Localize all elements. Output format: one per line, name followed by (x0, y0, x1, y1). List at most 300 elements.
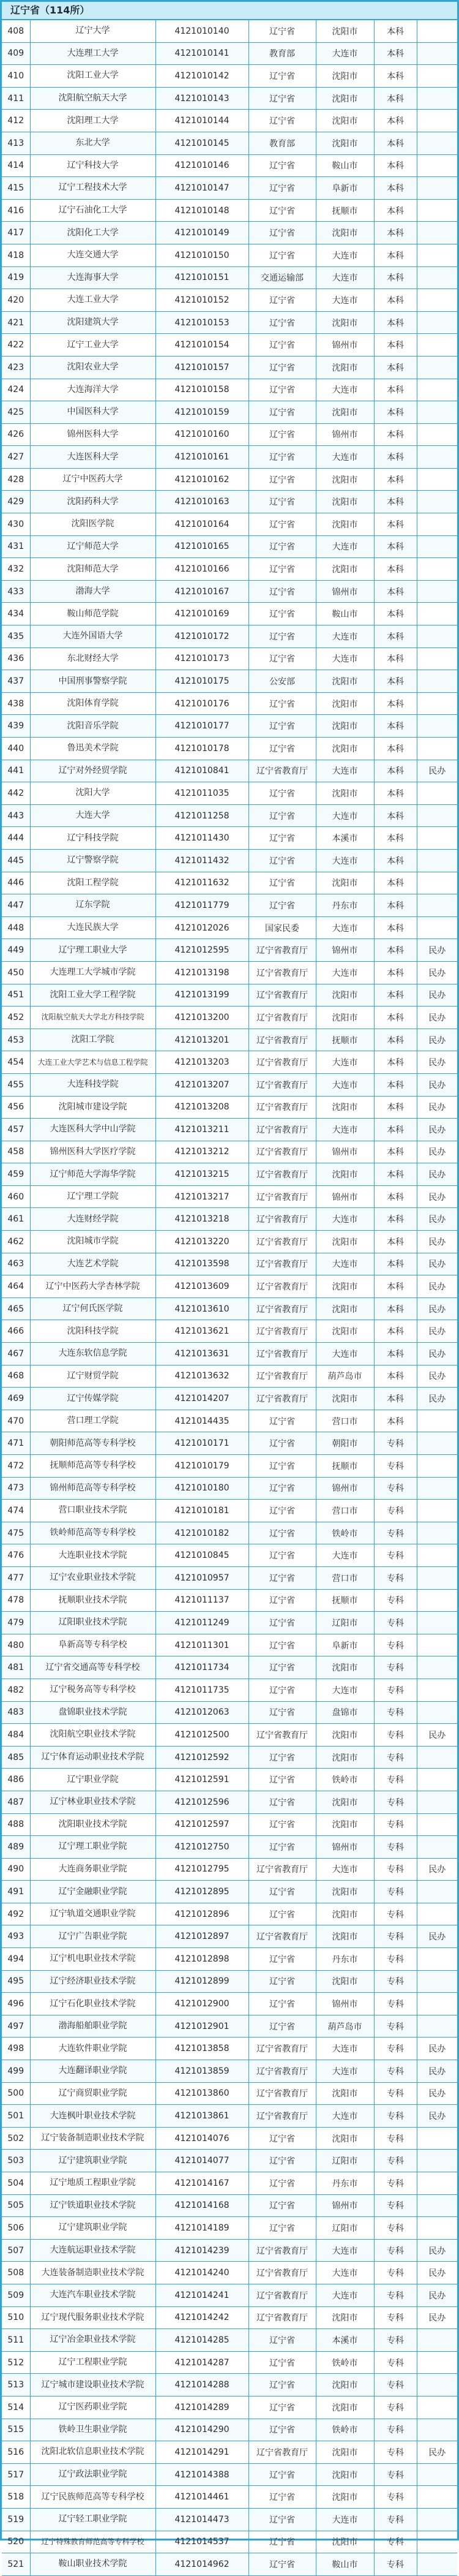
cell-level: 本科 (374, 872, 417, 894)
cell-authority: 辽宁省 (248, 1410, 316, 1432)
cell-authority: 辽宁省教育厅 (248, 1163, 316, 1186)
cell-city: 沈阳市 (316, 2306, 374, 2329)
table-row (2, 1320, 457, 1343)
cell-authority: 辽宁省 (248, 289, 316, 312)
cell-row-index: 440 (2, 738, 30, 760)
cell-row-index: 473 (2, 1477, 30, 1500)
cell-school-name: 辽宁经济职业技术学院 (30, 1970, 155, 1993)
cell-remark (417, 1813, 457, 1836)
table-row (2, 1163, 457, 1186)
cell-remark (417, 1656, 457, 1679)
cell-school-code: 4121014167 (155, 2172, 248, 2195)
cell-authority: 教育部 (248, 42, 316, 65)
cell-level: 专科 (374, 2172, 417, 2195)
cell-school-name: 朝阳师范高等专科学校 (30, 1432, 155, 1455)
cell-authority: 辽宁省 (248, 625, 316, 648)
cell-city: 本溪市 (316, 827, 374, 850)
cell-authority: 辽宁省教育厅 (248, 1208, 316, 1231)
cell-city: 锦州市 (316, 939, 374, 962)
cell-remark (417, 1948, 457, 1971)
cell-level: 本科 (374, 1343, 417, 1365)
cell-row-index: 499 (2, 2060, 30, 2083)
cell-remark (417, 1970, 457, 1993)
cell-level: 专科 (374, 2038, 417, 2060)
cell-city: 大连市 (316, 804, 374, 827)
cell-city: 锦州市 (316, 334, 374, 357)
cell-authority: 辽宁省 (248, 2508, 316, 2531)
cell-school-name: 辽宁建筑职业学院 (30, 2150, 155, 2172)
table-row (2, 916, 457, 939)
cell-school-code: 4121014207 (155, 1388, 248, 1410)
cell-remark (417, 1522, 457, 1544)
cell-remark: 民办 (417, 1253, 457, 1275)
cell-city: 沈阳市 (316, 984, 374, 1007)
cell-authority: 辽宁省教育厅 (248, 2284, 316, 2306)
cell-row-index: 489 (2, 1836, 30, 1859)
table-row (2, 1612, 457, 1634)
table-row (2, 535, 457, 558)
cell-school-name: 辽宁机电职业技术学院 (30, 1948, 155, 1971)
cell-city: 锦州市 (316, 1836, 374, 1859)
cell-authority: 辽宁省 (248, 782, 316, 805)
cell-school-code: 4121014241 (155, 2284, 248, 2306)
cell-school-code: 4121010149 (155, 222, 248, 244)
cell-school-code: 4121010177 (155, 715, 248, 738)
province-header: 辽宁省（114所） (2, 2, 457, 20)
cell-row-index: 432 (2, 558, 30, 581)
cell-city: 沈阳市 (316, 1925, 374, 1948)
cell-authority: 辽宁省 (248, 468, 316, 491)
cell-remark (417, 804, 457, 827)
cell-city: 大连市 (316, 961, 374, 984)
cell-authority: 辽宁省 (248, 1813, 316, 1836)
cell-city: 葫芦岛市 (316, 1365, 374, 1388)
cell-school-name: 沈阳科技学院 (30, 1320, 155, 1343)
cell-row-index: 418 (2, 244, 30, 266)
cell-authority: 辽宁省 (248, 1746, 316, 1769)
cell-row-index: 450 (2, 961, 30, 984)
cell-remark: 民办 (417, 1208, 457, 1231)
table-row (2, 244, 457, 266)
cell-remark (417, 1993, 457, 2015)
cell-level: 本科 (374, 648, 417, 670)
cell-level: 本科 (374, 1410, 417, 1432)
cell-level: 本科 (374, 625, 417, 648)
cell-school-name: 沈阳北软信息职业技术学院 (30, 2441, 155, 2464)
cell-city: 沈阳市 (316, 401, 374, 424)
cell-authority: 辽宁省 (248, 356, 316, 379)
cell-city: 沈阳市 (316, 1970, 374, 1993)
table-row (2, 2419, 457, 2441)
table-row (2, 513, 457, 536)
cell-remark (417, 222, 457, 244)
cell-remark (417, 1836, 457, 1859)
cell-school-name: 辽宁理工学院 (30, 1185, 155, 1208)
cell-authority: 辽宁省 (248, 2015, 316, 2038)
cell-authority: 辽宁省教育厅 (248, 2082, 316, 2105)
cell-level: 本科 (374, 984, 417, 1007)
cell-row-index: 452 (2, 1007, 30, 1029)
cell-city: 大连市 (316, 42, 374, 65)
cell-school-name: 锦州师范高等专科学校 (30, 1477, 155, 1500)
cell-authority: 辽宁省 (248, 1701, 316, 1724)
cell-row-index: 503 (2, 2150, 30, 2172)
cell-authority: 辽宁省 (248, 2194, 316, 2217)
cell-city: 沈阳市 (316, 1297, 374, 1320)
cell-school-code: 4121010159 (155, 401, 248, 424)
cell-row-index: 456 (2, 1096, 30, 1119)
cell-remark (417, 199, 457, 222)
cell-school-code: 4121013200 (155, 1007, 248, 1029)
cell-row-index: 498 (2, 2038, 30, 2060)
cell-row-index: 495 (2, 1970, 30, 1993)
cell-remark (417, 2508, 457, 2531)
table-row (2, 2441, 457, 2464)
cell-authority: 辽宁省教育厅 (248, 1119, 316, 1141)
cell-level: 本科 (374, 827, 417, 850)
cell-school-name: 辽宁广告职业学院 (30, 1925, 155, 1948)
cell-school-name: 辽宁职业学院 (30, 1769, 155, 1791)
table-row (2, 1477, 457, 1500)
cell-school-name: 沈阳药科大学 (30, 491, 155, 513)
cell-city: 锦州市 (316, 1477, 374, 1500)
cell-school-name: 鞍山师范学院 (30, 603, 155, 625)
cell-row-index: 463 (2, 1253, 30, 1275)
table-row (2, 1656, 457, 1679)
table-row (2, 311, 457, 334)
table-row (2, 2374, 457, 2397)
cell-authority: 辽宁省 (248, 580, 316, 603)
cell-school-code: 4121010143 (155, 87, 248, 110)
cell-remark: 民办 (417, 1320, 457, 1343)
cell-school-code: 4121012595 (155, 939, 248, 962)
cell-row-index: 458 (2, 1141, 30, 1163)
cell-authority: 辽宁省 (248, 1455, 316, 1478)
cell-city: 阜新市 (316, 177, 374, 200)
cell-authority: 辽宁省教育厅 (248, 1858, 316, 1881)
cell-authority: 辽宁省教育厅 (248, 939, 316, 962)
cell-remark (417, 738, 457, 760)
cell-level: 专科 (374, 1544, 417, 1567)
table-row (2, 132, 457, 154)
cell-city: 沈阳市 (316, 1275, 374, 1298)
cell-remark (417, 446, 457, 469)
cell-row-index: 451 (2, 984, 30, 1007)
cell-authority: 辽宁省 (248, 1477, 316, 1500)
cell-authority: 辽宁省 (248, 1432, 316, 1455)
table-row (2, 1881, 457, 1903)
cell-authority: 辽宁省 (248, 65, 316, 88)
cell-level: 专科 (374, 1701, 417, 1724)
cell-school-code: 4121014189 (155, 2217, 248, 2240)
cell-school-code: 4121010957 (155, 1566, 248, 1589)
cell-school-code: 4121010153 (155, 311, 248, 334)
cell-row-index: 486 (2, 1769, 30, 1791)
table-row (2, 1007, 457, 1029)
cell-row-index: 448 (2, 916, 30, 939)
cell-school-code: 4121012063 (155, 1701, 248, 1724)
cell-level: 本科 (374, 1253, 417, 1275)
cell-level: 专科 (374, 2553, 417, 2576)
cell-remark (417, 379, 457, 401)
cell-authority: 辽宁省教育厅 (248, 1365, 316, 1388)
cell-row-index: 459 (2, 1163, 30, 1186)
cell-school-code: 4121014285 (155, 2329, 248, 2352)
cell-city: 大连市 (316, 1544, 374, 1567)
cell-school-name: 大连枫叶职业技术学院 (30, 2105, 155, 2128)
cell-remark (417, 916, 457, 939)
cell-city: 沈阳市 (316, 1388, 374, 1410)
table-row (2, 1925, 457, 1948)
table-row (2, 1858, 457, 1881)
cell-school-name: 辽宁医药职业学院 (30, 2396, 155, 2419)
table-row (2, 1388, 457, 1410)
cell-level: 专科 (374, 1993, 417, 2015)
cell-level: 专科 (374, 1836, 417, 1859)
cell-level: 专科 (374, 1903, 417, 1925)
cell-city: 大连市 (316, 535, 374, 558)
cell-authority: 辽宁省 (248, 894, 316, 917)
cell-school-code: 4121010163 (155, 491, 248, 513)
cell-city: 沈阳市 (316, 65, 374, 88)
cell-level: 专科 (374, 2508, 417, 2531)
table-row (2, 2351, 457, 2374)
cell-remark (417, 625, 457, 648)
table-row (2, 670, 457, 693)
cell-school-name: 抚顺职业技术学院 (30, 1589, 155, 1612)
cell-row-index: 455 (2, 1073, 30, 1096)
cell-row-index: 436 (2, 648, 30, 670)
cell-level: 本科 (374, 1231, 417, 1253)
cell-level: 专科 (374, 2150, 417, 2172)
cell-city: 鞍山市 (316, 2553, 374, 2576)
cell-authority: 辽宁省教育厅 (248, 2105, 316, 2128)
cell-school-name: 盘锦职业技术学院 (30, 1701, 155, 1724)
cell-authority: 辽宁省教育厅 (248, 1096, 316, 1119)
cell-level: 专科 (374, 2351, 417, 2374)
cell-authority: 辽宁省 (248, 1970, 316, 1993)
table-row (2, 2463, 457, 2486)
cell-remark: 民办 (417, 1925, 457, 1948)
cell-school-name: 辽宁警察学院 (30, 849, 155, 872)
cell-remark (417, 110, 457, 132)
cell-school-name: 辽宁工程职业学院 (30, 2351, 155, 2374)
table-row (2, 1500, 457, 1522)
table-row (2, 1231, 457, 1253)
cell-school-code: 4121010146 (155, 154, 248, 177)
cell-city: 丹东市 (316, 2172, 374, 2195)
cell-school-name: 渤海大学 (30, 580, 155, 603)
cell-remark (417, 2351, 457, 2374)
cell-city: 铁岭市 (316, 1769, 374, 1791)
cell-school-name: 沈阳农业大学 (30, 356, 155, 379)
cell-row-index: 510 (2, 2306, 30, 2329)
cell-school-code: 4121010169 (155, 603, 248, 625)
table-row (2, 1589, 457, 1612)
table-row (2, 20, 457, 42)
cell-level: 本科 (374, 491, 417, 513)
cell-remark (417, 1566, 457, 1589)
cell-school-name: 大连装备制造职业技术学院 (30, 2262, 155, 2284)
cell-school-name: 辽宁财贸学院 (30, 1365, 155, 1388)
cell-remark (417, 2217, 457, 2240)
cell-authority: 辽宁省 (248, 2553, 316, 2576)
cell-city: 沈阳市 (316, 1813, 374, 1836)
table-row (2, 2172, 457, 2195)
table-row (2, 379, 457, 401)
cell-level: 本科 (374, 782, 417, 805)
cell-school-code: 4121012898 (155, 1948, 248, 1971)
cell-school-name: 大连汽车职业技术学院 (30, 2284, 155, 2306)
cell-remark (417, 1544, 457, 1567)
cell-school-code: 4121010144 (155, 110, 248, 132)
cell-school-name: 沈阳工学院 (30, 1029, 155, 1051)
cell-authority: 辽宁省教育厅 (248, 760, 316, 782)
cell-school-code: 4121014168 (155, 2194, 248, 2217)
cell-authority: 辽宁省教育厅 (248, 1073, 316, 1096)
cell-school-code: 4121014435 (155, 1410, 248, 1432)
cell-level: 本科 (374, 356, 417, 379)
cell-row-index: 443 (2, 804, 30, 827)
cell-school-name: 大连职业技术学院 (30, 1544, 155, 1567)
table-row (2, 894, 457, 917)
cell-row-index: 476 (2, 1544, 30, 1567)
cell-city: 大连市 (316, 2105, 374, 2128)
cell-city: 锦州市 (316, 423, 374, 446)
cell-level: 专科 (374, 2082, 417, 2105)
cell-authority: 辽宁省 (248, 1769, 316, 1791)
cell-authority: 辽宁省 (248, 1791, 316, 1813)
cell-row-index: 485 (2, 1746, 30, 1769)
cell-remark: 民办 (417, 2105, 457, 2128)
cell-level: 本科 (374, 266, 417, 289)
cell-school-name: 营口职业技术学院 (30, 1500, 155, 1522)
cell-school-name: 辽宁何氏医学院 (30, 1297, 155, 1320)
cell-school-code: 4121011779 (155, 894, 248, 917)
cell-school-code: 4121010845 (155, 1544, 248, 1567)
cell-level: 本科 (374, 894, 417, 917)
cell-authority: 辽宁省 (248, 1993, 316, 2015)
cell-remark (417, 648, 457, 670)
cell-level: 专科 (374, 2262, 417, 2284)
cell-school-name: 沈阳工业大学工程学院 (30, 984, 155, 1007)
cell-remark (417, 177, 457, 200)
cell-row-index: 447 (2, 894, 30, 917)
cell-city: 营口市 (316, 1500, 374, 1522)
cell-school-code: 4121012897 (155, 1925, 248, 1948)
cell-school-code: 4121011301 (155, 1634, 248, 1656)
cell-row-index: 492 (2, 1903, 30, 1925)
table-row (2, 1343, 457, 1365)
cell-school-code: 4121014537 (155, 2531, 248, 2553)
cell-authority: 辽宁省教育厅 (248, 1029, 316, 1051)
cell-city: 大连市 (316, 760, 374, 782)
cell-city: 大连市 (316, 1679, 374, 1701)
cell-row-index: 411 (2, 87, 30, 110)
cell-authority: 辽宁省 (248, 715, 316, 738)
cell-authority: 辽宁省教育厅 (248, 2060, 316, 2083)
cell-remark (417, 2172, 457, 2195)
cell-row-index: 449 (2, 939, 30, 962)
cell-school-code: 4121012596 (155, 1791, 248, 1813)
cell-school-code: 4121012026 (155, 916, 248, 939)
cell-row-index: 482 (2, 1679, 30, 1701)
cell-level: 专科 (374, 2374, 417, 2397)
cell-school-name: 大连理工大学 (30, 42, 155, 65)
cell-city: 大连市 (316, 1858, 374, 1881)
cell-school-name: 辽宁对外经贸学院 (30, 760, 155, 782)
cell-city: 沈阳市 (316, 715, 374, 738)
cell-school-name: 大连翻译职业学院 (30, 2060, 155, 2083)
cell-remark (417, 670, 457, 693)
cell-school-code: 4121010162 (155, 468, 248, 491)
table-row (2, 87, 457, 110)
cell-row-index: 453 (2, 1029, 30, 1051)
cell-level: 本科 (374, 939, 417, 962)
cell-authority: 辽宁省 (248, 1500, 316, 1522)
cell-school-name: 辽宁省交通高等专科学校 (30, 1656, 155, 1679)
cell-school-code: 4121012597 (155, 1813, 248, 1836)
table-row (2, 603, 457, 625)
cell-city: 锦州市 (316, 580, 374, 603)
table-row (2, 1275, 457, 1298)
cell-school-name: 辽宁体育运动职业技术学院 (30, 1746, 155, 1769)
cell-authority: 辽宁省教育厅 (248, 1343, 316, 1365)
cell-row-index: 430 (2, 513, 30, 536)
cell-school-name: 辽宁现代服务职业技术学院 (30, 2306, 155, 2329)
table-row (2, 222, 457, 244)
cell-remark (417, 1500, 457, 1522)
cell-row-index: 460 (2, 1185, 30, 1208)
cell-city: 大连市 (316, 1343, 374, 1365)
cell-level: 本科 (374, 311, 417, 334)
cell-row-index: 429 (2, 491, 30, 513)
cell-remark: 民办 (417, 2441, 457, 2464)
cell-remark (417, 2194, 457, 2217)
table-row (2, 1051, 457, 1074)
cell-authority: 辽宁省 (248, 177, 316, 200)
cell-city: 沈阳市 (316, 2374, 374, 2397)
cell-school-code: 4121012750 (155, 1836, 248, 1859)
table-row (2, 558, 457, 581)
cell-level: 专科 (374, 2441, 417, 2464)
cell-level: 本科 (374, 65, 417, 88)
cell-school-code: 4121010164 (155, 513, 248, 536)
cell-remark (417, 1455, 457, 1478)
cell-school-name: 大连软件职业学院 (30, 2038, 155, 2060)
cell-school-name: 中国刑事警察学院 (30, 670, 155, 693)
cell-school-code: 4121013211 (155, 1119, 248, 1141)
cell-row-index: 419 (2, 266, 30, 289)
cell-level: 专科 (374, 1589, 417, 1612)
table-row (2, 423, 457, 446)
cell-authority: 辽宁省 (248, 513, 316, 536)
table-row (2, 446, 457, 469)
cell-city: 沈阳市 (316, 132, 374, 154)
cell-row-index: 515 (2, 2419, 30, 2441)
cell-city: 抚顺市 (316, 1029, 374, 1051)
cell-level: 本科 (374, 401, 417, 424)
cell-city: 沈阳市 (316, 2127, 374, 2150)
cell-school-name: 辽宁民族师范高等专科学校 (30, 2486, 155, 2509)
cell-school-name: 沈阳职业技术学院 (30, 1813, 155, 1836)
cell-row-index: 461 (2, 1208, 30, 1231)
cell-school-code: 4121013220 (155, 1231, 248, 1253)
table-row (2, 1993, 457, 2015)
cell-school-name: 辽宁石油化工大学 (30, 199, 155, 222)
cell-row-index: 413 (2, 132, 30, 154)
cell-authority: 辽宁省 (248, 738, 316, 760)
